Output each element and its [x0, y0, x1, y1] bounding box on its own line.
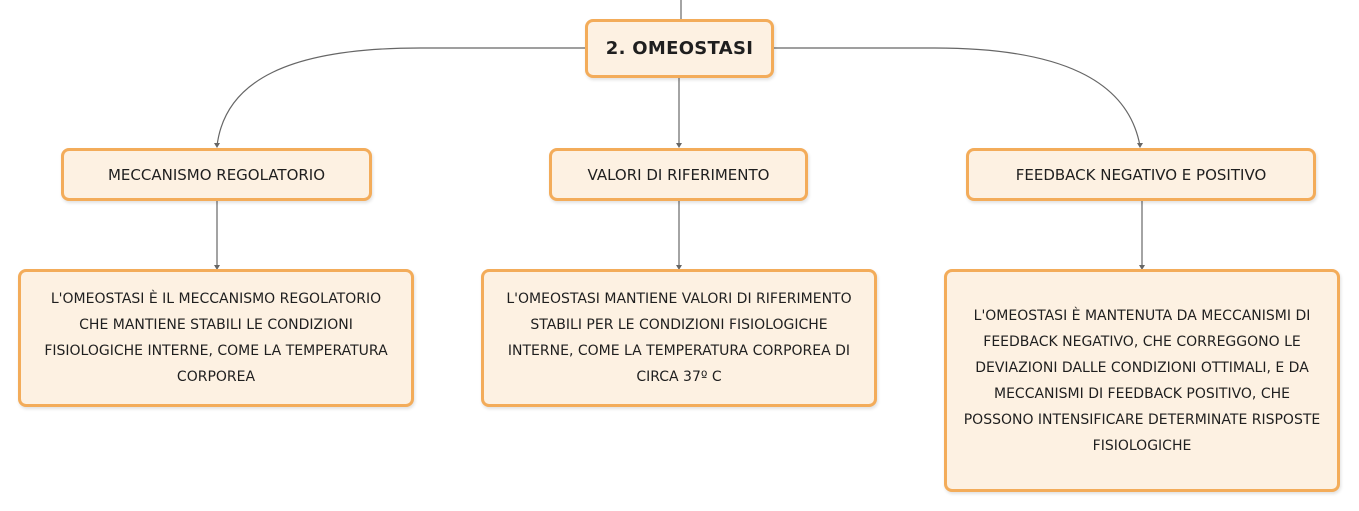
root-node-label: 2. OMEOSTASI [605, 38, 754, 59]
branch-node-label: MECCANISMO REGOLATORIO [107, 165, 326, 184]
branch-node-label: VALORI DI RIFERIMENTO [587, 165, 770, 184]
detail-node-feedback[interactable] [944, 269, 1340, 492]
detail-node-text: L'OMEOSTASI È IL MECCANISMO REGOLATORIO CHE MANTIENE STABILI LE CONDIZIONI FISIOLOGICHE INTERNE, COME LA TEMPERATURA CORPOREA [44, 291, 388, 385]
detail-node-text: L'OMEOSTASI È MANTENUTA DA MECCANISMI DI FEEDBACK NEGATIVO, CHE CORREGGONO LE DEVIAZIONI DALLE CONDIZIONI OTTIMALI, E DA MECCANISMI DI FEEDBACK POSITIVO, CHE POSSONO INTENSIFICARE DETERMINATE RISPOSTE FISIOLOGICHE [963, 307, 1321, 454]
connector-root-to-branch-3 [774, 48, 1140, 146]
connector-root-to-branch-1 [217, 48, 585, 146]
detail-node-text: L'OMEOSTASI MANTIENE VALORI DI RIFERIMENTO STABILI PER LE CONDIZIONI FISIOLOGICHE INTERNE, COME LA TEMPERATURA CORPOREA DI CIRCA 37º C [506, 291, 852, 385]
root-node[interactable] [585, 19, 774, 78]
detail-node-valori-di-riferimento[interactable] [481, 269, 877, 407]
branch-node-label: FEEDBACK NEGATIVO E POSITIVO [1015, 165, 1267, 184]
branch-node-valori-di-riferimento[interactable] [549, 148, 808, 201]
detail-node-meccanismo-regolatorio[interactable] [18, 269, 414, 407]
branch-node-feedback[interactable] [966, 148, 1316, 201]
branch-node-meccanismo-regolatorio[interactable] [61, 148, 372, 201]
